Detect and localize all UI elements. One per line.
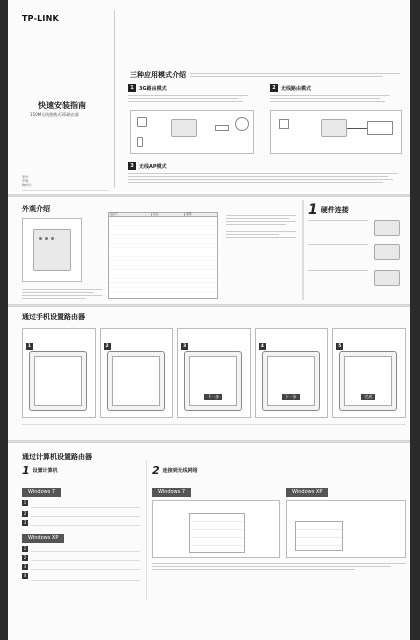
laptop-icon (137, 117, 147, 127)
step-number: 4 (260, 344, 264, 349)
section-separator (8, 194, 410, 197)
router-device (374, 220, 400, 236)
mode-wireless-ap (128, 162, 408, 183)
wifi-network-list (189, 513, 245, 553)
hardware-step (308, 244, 404, 266)
brand-logo: TP-LINK (22, 14, 59, 23)
mode-3g-router (128, 84, 258, 102)
router-device (171, 119, 197, 137)
phone-setup-title: 通过手机设置路由器 (22, 313, 85, 321)
table-header-cell: 状态 (152, 213, 185, 217)
laptop-icon (279, 119, 289, 129)
modes-section-title: 三种应用模式介绍 (130, 71, 186, 79)
phone-footnote-line (22, 424, 406, 425)
guide-title: 快速安装指南 (38, 101, 86, 110)
router-device (374, 270, 400, 286)
spec-line: 型号： (22, 175, 32, 179)
cover-divider (22, 190, 108, 191)
step-number: 3 (183, 344, 187, 349)
finish-button[interactable]: 完成 (361, 394, 375, 400)
modem-icon (367, 121, 393, 135)
mode-title: 3G路由模式 (139, 85, 167, 92)
phone-step-card (177, 328, 251, 418)
pc-part2-header (152, 464, 198, 477)
wifi-list-panel (286, 500, 406, 558)
hardware-step-number: 1 (308, 202, 318, 218)
device-illustration (22, 218, 82, 282)
windows7-tab: Windows 7 (22, 488, 61, 497)
part-title: 设置计算机 (32, 468, 58, 474)
table-body (108, 217, 218, 299)
step-number: 1 (27, 344, 32, 349)
phone-step-card (255, 328, 329, 418)
section-separator (8, 440, 410, 443)
phone-screen-mock (339, 351, 397, 411)
part-number: 1 (22, 464, 30, 477)
next-button[interactable]: 下一步 (282, 394, 300, 400)
wifi-list-panel (152, 500, 280, 558)
vertical-divider (146, 460, 147, 600)
windowsxp-tab: Windows XP (22, 534, 64, 543)
phone-step-card (332, 328, 406, 418)
part-number: 2 (152, 464, 160, 477)
spec-line: 物料号： (22, 183, 35, 187)
phone-screen-mock (29, 351, 87, 411)
router-device (374, 244, 400, 260)
spec-line: 声明： (22, 179, 32, 183)
mode-title: 无线AP模式 (139, 163, 167, 170)
quick-install-guide-sheet (8, 0, 410, 640)
vertical-divider (114, 10, 115, 188)
spec-block (22, 175, 102, 187)
hardware-step (308, 270, 404, 292)
table-header-cell: 说明 (185, 213, 218, 217)
led-indicator (39, 237, 42, 240)
appearance-notes (22, 288, 102, 299)
mode2-diagram (270, 110, 402, 154)
hardware-header (308, 202, 349, 218)
modes-desc (190, 72, 400, 77)
led-indicator (45, 237, 48, 240)
windowsxp-tab: Windows XP (286, 488, 328, 497)
pc-part1-win7: Windows 7 1 2 3 (22, 478, 140, 526)
cable-line (347, 128, 367, 129)
guide-subtitle: 150M无线便携式3G路由器 (30, 112, 79, 117)
phone-steps-row (22, 328, 406, 418)
mode-number: 2 (270, 84, 278, 92)
pc-part1-winxp: Windows XP 1 2 3 4 (22, 524, 140, 581)
led-indicator (51, 237, 54, 240)
pc-setup-title: 通过计算机设置路由器 (22, 453, 92, 461)
hardware-title: 硬件连接 (320, 206, 349, 214)
phone-screen-mock (184, 351, 242, 411)
part-title: 连接到无线网络 (162, 468, 198, 474)
phone-icon (137, 137, 143, 147)
table-header-cell: 指示灯 (109, 213, 152, 217)
hardware-step (308, 220, 404, 242)
pc-part1-header (22, 464, 58, 477)
pc-footnote (152, 562, 406, 570)
phone-step-card (100, 328, 174, 418)
pc-part2-winxp (286, 478, 406, 558)
phone-step-card (22, 328, 96, 418)
step-number: 5 (338, 344, 342, 349)
vertical-divider (302, 200, 304, 300)
pc-part2-win7 (152, 478, 280, 558)
phone-screen-mock (262, 351, 320, 411)
network-icon (235, 117, 249, 131)
mode-number: 3 (128, 162, 136, 170)
reset-notes (226, 214, 296, 238)
windows7-tab: Windows 7 (152, 488, 191, 497)
indicator-table (108, 212, 218, 299)
router-front (33, 229, 71, 271)
usb-modem-icon (215, 125, 229, 131)
mode-title: 无线路由模式 (281, 85, 312, 92)
section-separator (8, 304, 410, 307)
phone-screen-mock (107, 351, 165, 411)
step-number: 2 (105, 344, 109, 349)
appearance-title: 外观介绍 (22, 205, 50, 213)
mode1-diagram (130, 110, 254, 154)
next-button[interactable]: 下一步 (204, 394, 222, 400)
router-device (321, 119, 347, 137)
mode-wireless-router (270, 84, 400, 102)
mode-number: 1 (128, 84, 136, 92)
wifi-network-list (295, 521, 343, 551)
